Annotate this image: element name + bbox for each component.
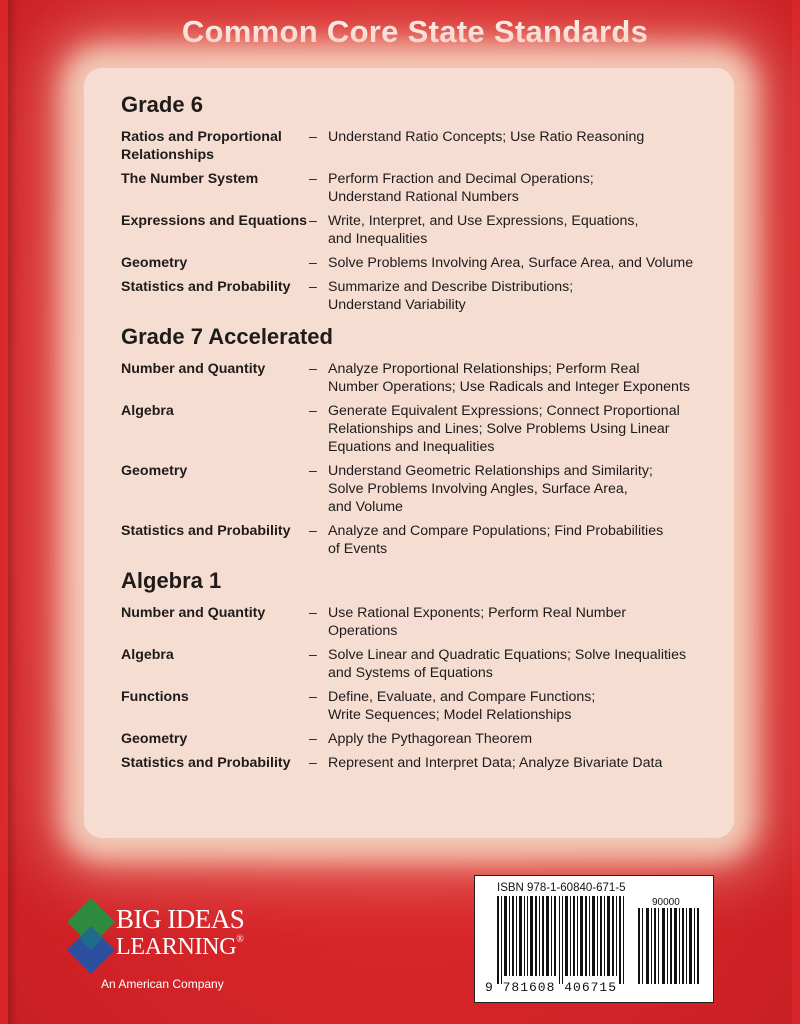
domain-description: Analyze and Compare Populations; Find Probabilities of Events bbox=[328, 523, 664, 557]
domain-description: Summarize and Describe Distributions; Understand Variability bbox=[328, 279, 574, 313]
dash: – bbox=[309, 605, 317, 621]
domain-label: Number and Quantity bbox=[121, 361, 266, 377]
dash: – bbox=[309, 731, 317, 747]
dash: – bbox=[309, 647, 317, 663]
domain-description: Understand Geometric Relationships and Similarity; Solve Problems Involving Angles, Surface Area, and Volume bbox=[328, 463, 653, 515]
domain-description: Write, Interpret, and Use Expressions, Equations, and Inequalities bbox=[328, 213, 639, 247]
domain-label: Geometry bbox=[121, 463, 188, 479]
standard-row bbox=[121, 402, 721, 456]
publisher-logo-line1: BIG IDEAS bbox=[116, 904, 245, 934]
domain-description: Apply the Pythagorean Theorem bbox=[328, 731, 533, 747]
logo-word: LEARNING bbox=[116, 934, 237, 960]
section-grade-7-accelerated bbox=[121, 324, 721, 558]
spine-shadow bbox=[8, 0, 18, 1024]
standard-row bbox=[121, 254, 721, 272]
dash: – bbox=[309, 463, 317, 479]
isbn-text: ISBN 978-1-60840-671-5 bbox=[497, 882, 626, 894]
domain-description: Perform Fraction and Decimal Operations; Understand Rational Numbers bbox=[328, 171, 594, 205]
dash: – bbox=[309, 171, 317, 187]
domain-label: Statistics and Probability bbox=[121, 755, 291, 771]
standard-row bbox=[121, 212, 721, 248]
registered-mark: ® bbox=[236, 934, 244, 945]
domain-description: Define, Evaluate, and Compare Functions; Write Sequences; Model Relationships bbox=[328, 689, 596, 723]
barcode-digits: 9 781608 406715 bbox=[485, 980, 618, 995]
price-code: 90000 bbox=[652, 897, 680, 908]
domain-label: Functions bbox=[121, 689, 189, 705]
dash: – bbox=[309, 403, 317, 419]
dash: – bbox=[309, 689, 317, 705]
domain-label: Statistics and Probability bbox=[121, 523, 291, 539]
domain-description: Use Rational Exponents; Perform Real Number Operations bbox=[328, 605, 627, 639]
standard-row bbox=[121, 688, 721, 724]
domain-label: Expressions and Equations bbox=[121, 213, 308, 229]
standard-row bbox=[121, 462, 721, 516]
standard-row bbox=[121, 128, 721, 164]
standard-row bbox=[121, 730, 721, 748]
standard-row bbox=[121, 522, 721, 558]
section-algebra-1 bbox=[121, 568, 721, 772]
dash: – bbox=[309, 755, 317, 771]
standard-row bbox=[121, 646, 721, 682]
section-grade-6 bbox=[121, 92, 721, 314]
standard-row bbox=[121, 170, 721, 206]
section-title: Grade 7 Accelerated bbox=[121, 324, 333, 349]
domain-description: Solve Linear and Quadratic Equations; Solve Inequalities and Systems of Equations bbox=[328, 647, 687, 681]
section-title: Grade 6 bbox=[121, 92, 203, 117]
dash: – bbox=[309, 279, 317, 295]
standard-row bbox=[121, 278, 721, 314]
domain-description: Solve Problems Involving Area, Surface Area, and Volume bbox=[328, 255, 694, 271]
barcode-bars bbox=[497, 896, 629, 984]
standard-row bbox=[121, 754, 721, 772]
standards-list bbox=[121, 92, 721, 782]
dash: – bbox=[309, 523, 317, 539]
domain-label: Algebra bbox=[121, 647, 174, 663]
domain-label: Algebra bbox=[121, 403, 174, 419]
domain-description: Analyze Proportional Relationships; Perform Real Number Operations; Use Radicals and Integer Exponents bbox=[328, 361, 690, 395]
dash: – bbox=[309, 129, 317, 145]
domain-label: Statistics and Probability bbox=[121, 279, 291, 295]
domain-description: Represent and Interpret Data; Analyze Bivariate Data bbox=[328, 755, 663, 771]
publisher-tagline: An American Company bbox=[101, 977, 224, 991]
domain-description: Understand Ratio Concepts; Use Ratio Reasoning bbox=[328, 129, 645, 145]
dash: – bbox=[309, 213, 317, 229]
domain-label: Number and Quantity bbox=[121, 605, 266, 621]
standard-row bbox=[121, 604, 721, 640]
domain-description: Generate Equivalent Expressions; Connect Proportional Relationships and Lines; Solve Problems Using Linear Equations and Inequalities bbox=[328, 403, 680, 455]
page-title: Common Core State Standards bbox=[181, 14, 649, 49]
standard-row bbox=[121, 360, 721, 396]
barcode-label bbox=[474, 875, 714, 1003]
dash: – bbox=[309, 361, 317, 377]
section-title: Algebra 1 bbox=[121, 568, 222, 593]
domain-label: Geometry bbox=[121, 255, 188, 271]
publisher-logo-line2 bbox=[116, 934, 244, 961]
dash: – bbox=[309, 255, 317, 271]
price-barcode-bars bbox=[638, 908, 700, 984]
domain-label: The Number System bbox=[121, 171, 259, 187]
domain-label: Ratios and Proportional Relationships bbox=[121, 129, 282, 163]
domain-label: Geometry bbox=[121, 731, 188, 747]
